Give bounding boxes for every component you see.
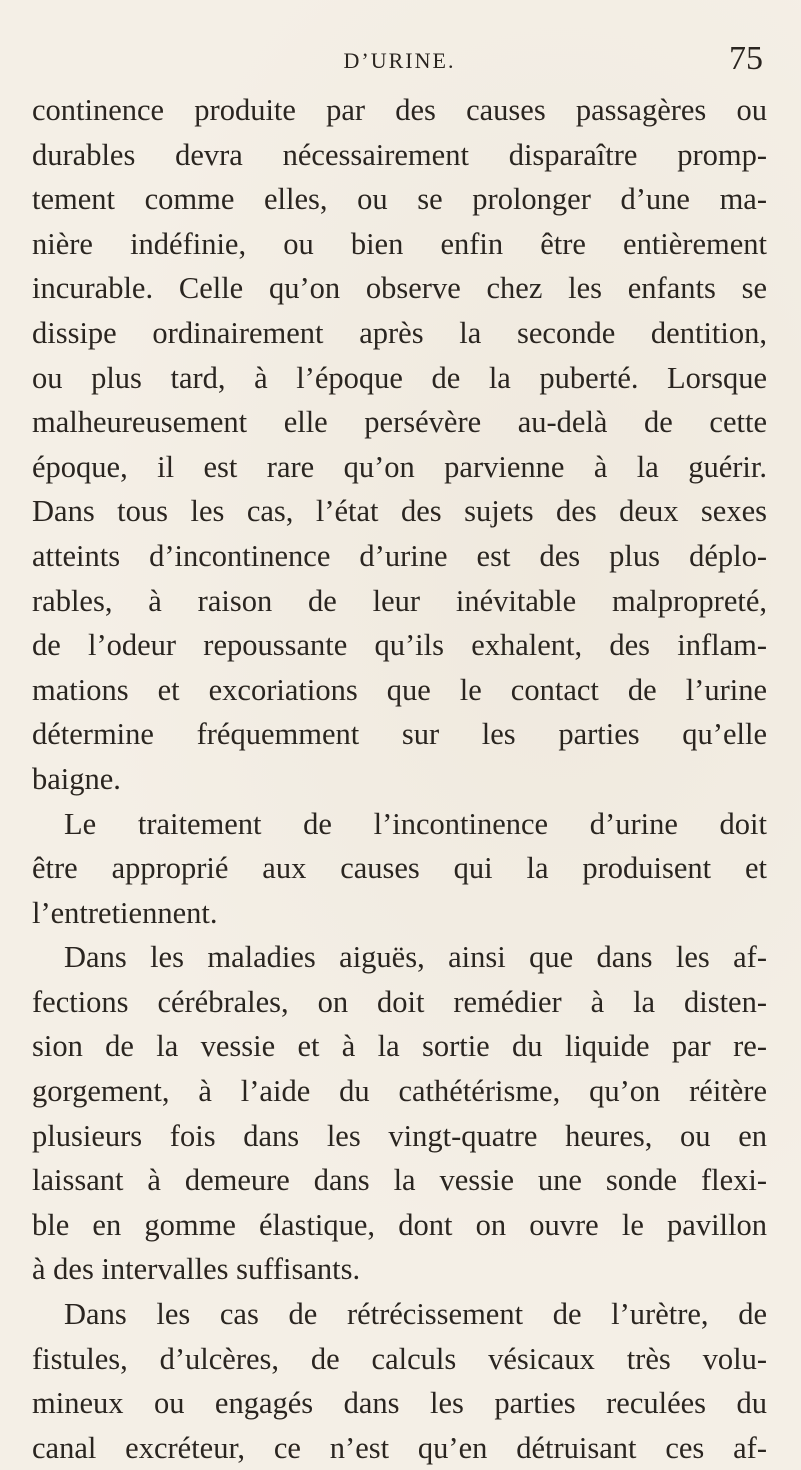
- text-line: nière indéfinie, ou bien enfin être entièrement: [32, 226, 767, 261]
- text-line: sion de la vessie et à la sortie du liquide par re-: [32, 1029, 767, 1064]
- text-line: de l’odeur repoussante qu’ils exhalent, des inflam-: [32, 628, 767, 663]
- text-line: rables, à raison de leur inévitable malpropreté,: [32, 583, 767, 618]
- text-line: fistules, d’ulcères, de calculs vésicaux très volu-: [32, 1341, 767, 1376]
- text-line: époque, il est rare qu’on parvienne à la guérir.: [32, 449, 767, 484]
- text-line: canal excréteur, ce n’est qu’en détruisant ces af-: [32, 1430, 767, 1465]
- text-line: mineux ou engagés dans les parties reculées du: [32, 1386, 767, 1421]
- text-line: plusieurs fois dans les vingt-quatre heures, ou en: [32, 1118, 767, 1153]
- page-header: [32, 40, 767, 88]
- running-head: D’URINE.: [343, 48, 456, 73]
- text-line: être approprié aux causes qui la produisent et: [32, 851, 767, 886]
- text-line: tement comme elles, ou se prolonger d’une ma-: [32, 182, 767, 217]
- page-number: 75: [729, 40, 763, 77]
- text-line: ble en gomme élastique, dont on ouvre le pavillon: [32, 1207, 767, 1242]
- body-text: [32, 88, 767, 1470]
- text-line: l’entretiennent.: [32, 895, 218, 930]
- text-line: ou plus tard, à l’époque de la puberté. Lorsque: [32, 360, 767, 395]
- text-line: laissant à demeure dans la vessie une sonde flexi-: [32, 1163, 767, 1198]
- text-line: à des intervalles suffisants.: [32, 1252, 361, 1287]
- text-line: continence produite par des causes passagères ou: [32, 93, 767, 127]
- text-line: détermine fréquemment sur les parties qu’elle: [32, 717, 767, 752]
- text-line: Dans tous les cas, l’état des sujets des deux sexes: [32, 494, 767, 529]
- text-line: malheureusement elle persévère au-delà de cette: [32, 405, 767, 440]
- text-line: gorgement, à l’aide du cathétérisme, qu’on réitère: [32, 1074, 767, 1109]
- text-line: incurable. Celle qu’on observe chez les enfants se: [32, 271, 767, 306]
- text-line: Dans les maladies aiguës, ainsi que dans les af-: [64, 940, 767, 975]
- text-line: fections cérébrales, on doit remédier à la disten-: [32, 984, 767, 1019]
- text-line: Le traitement de l’incontinence d’urine doit: [64, 806, 767, 841]
- text-line: dissipe ordinairement après la seconde dentition,: [32, 315, 767, 350]
- text-line: mations et excoriations que le contact de l’urine: [32, 672, 767, 707]
- text-line: baigne.: [32, 761, 121, 796]
- text-line: atteints d’incontinence d’urine est des plus déplo-: [32, 538, 767, 573]
- text-line: Dans les cas de rétrécissement de l’urètre, de: [64, 1297, 767, 1332]
- text-line: durables devra nécessairement disparaître promp-: [32, 137, 767, 172]
